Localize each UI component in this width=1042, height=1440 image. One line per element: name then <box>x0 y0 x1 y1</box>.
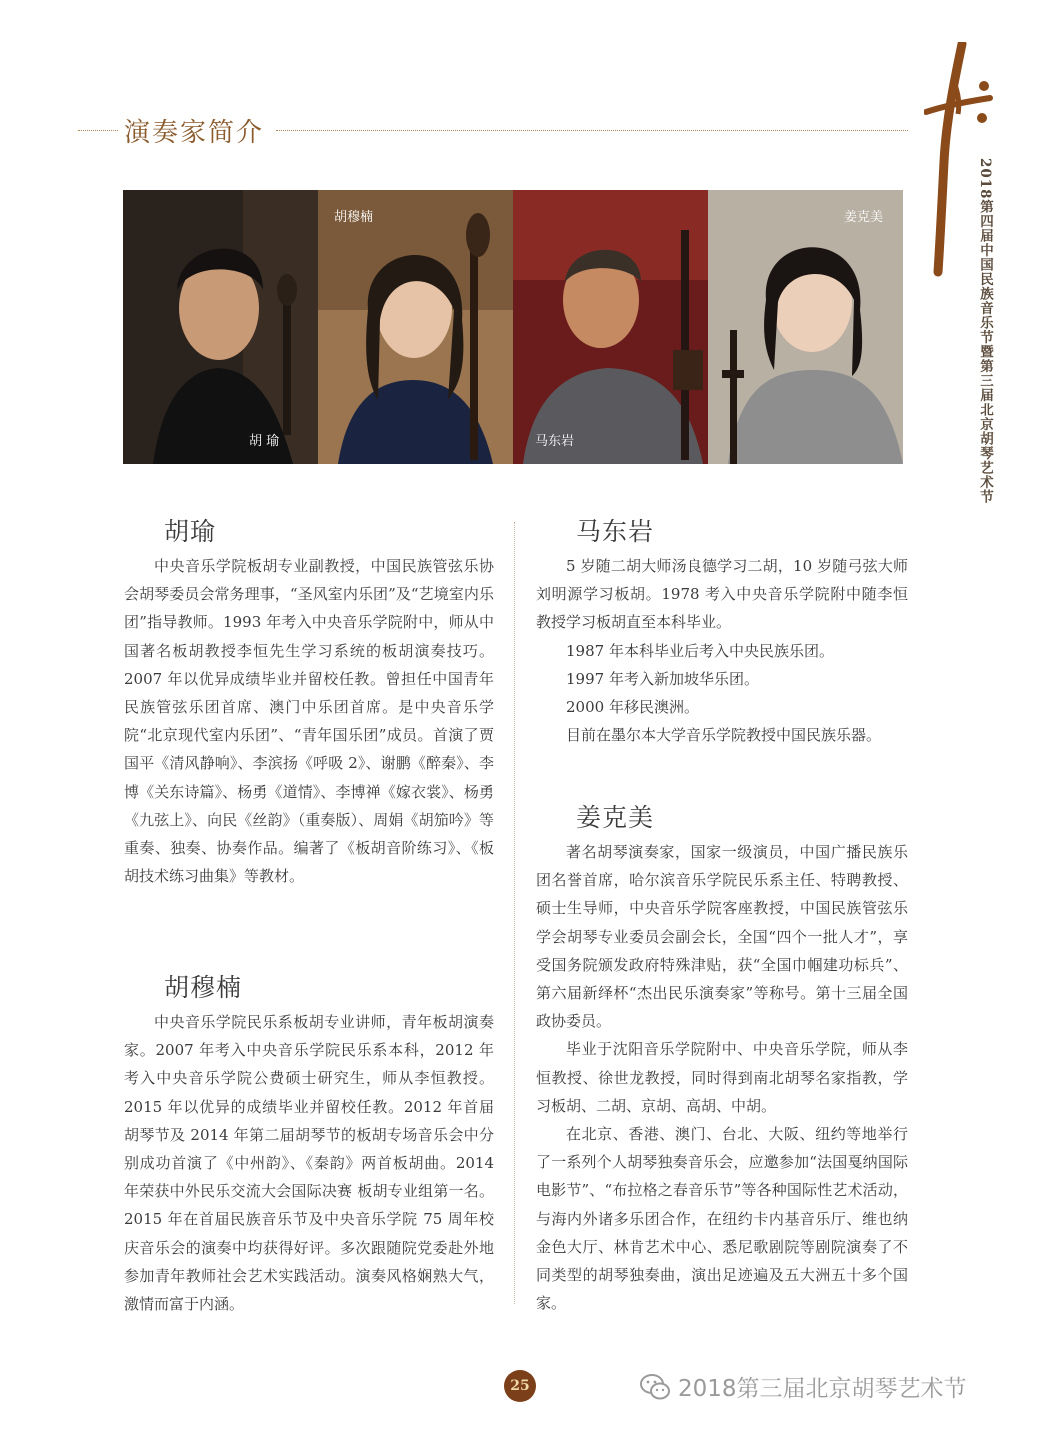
bio-hu-munan <box>124 970 494 1318</box>
bio-paragraph: 在北京、香港、澳门、台北、大阪、纽约等地举行了一系列个人胡琴独奏音乐会，应邀参加“法国戛纳国际电影节”、“布拉格之春音乐节”等各种国际性艺术活动，与海内外诸多乐团合作，在纽约卡内基音乐厅、维也纳金色大厅、林肯艺术中心、悉尼歌剧院等剧院演奏了不同类型的胡琴独奏曲，演出足迹遍及五大洲五十多个国家。 <box>536 1125 908 1313</box>
bio-name: 胡穆楠 <box>164 973 243 1002</box>
bio-paragraph: 目前在墨尔本大学音乐学院教授中国民族乐器。 <box>566 726 882 745</box>
photo-caption: 胡穆楠 <box>334 210 374 225</box>
bio-ma-dongyan <box>536 514 908 749</box>
bio-name: 胡瑜 <box>164 517 217 546</box>
bio-name: 马东岩 <box>576 517 655 546</box>
portrait-ma-dongyan <box>513 190 708 464</box>
portrait-hu-yu <box>123 190 318 464</box>
portrait-jiang-kemei <box>708 190 903 464</box>
bio-hu-yu <box>124 514 494 890</box>
photo-hu-munan <box>318 190 513 464</box>
bio-paragraph: 著名胡琴演奏家，国家一级演员，中国广播民族乐团名誉首席，哈尔滨音乐学院民乐系主任、特聘教授、硕士生导师，中央音乐学院客座教授，中国民族管弦乐学会胡琴专业委员会副会长，全国“四个一批人才”，享受国务院颁发政府特殊津贴，获“全国巾帼建功标兵”、第六届新绎杯“杰出民乐演奏家”等称号。第十三届全国政协委员。 <box>536 843 908 1031</box>
footer-brand <box>640 1370 967 1403</box>
photo-hu-yu <box>123 190 318 464</box>
page-number-badge: 25 <box>504 1370 536 1402</box>
bio-paragraph: 中央音乐学院民乐系板胡专业讲师，青年板胡演奏家。2007 年考入中央音乐学院民乐系本科，2012 年考入中央音乐学院公费硕士研究生，师从李恒教授。2015 年以优异的成绩毕业并留校任教。2012 年首届胡琴节及 2014 年第二届胡琴节的板胡专场音乐会中分别成功首演了《中州韵》、《秦韵》两首板胡曲。2014 年荣获中外民乐交流大会国际决赛 板胡专业组第一名。2015 年在首届民族音乐节及中央音乐学院 75 周年校庆音乐会的演奏中均获得好评。多次跟随院党委赴外地参加青年教师社会艺术实践活动。演奏风格娴熟大气，激情而富于内涵。 <box>124 1013 494 1314</box>
bio-paragraph: 1997 年考入新加坡华乐团。 <box>566 669 759 688</box>
photo-caption: 姜克美 <box>844 210 884 225</box>
bio-paragraph: 2000 年移民澳洲。 <box>566 698 699 717</box>
vertical-festival-title: 2018第四届中国民族音乐节暨第三届北京胡琴艺术节 <box>977 158 993 505</box>
section-title: 演奏家简介 <box>124 118 265 148</box>
column-divider <box>514 522 515 1304</box>
photo-jiang-kemei <box>708 190 903 464</box>
photo-caption: 胡 瑜 <box>249 434 280 449</box>
bio-paragraph: 毕业于沈阳音乐学院附中、中央音乐学院，师从李恒教授、徐世龙教授，同时得到南北胡琴名家指教，学习板胡、二胡、京胡、高胡、中胡。 <box>536 1040 908 1115</box>
bio-paragraph: 5 岁随二胡大师汤良德学习二胡，10 岁随弓弦大师刘明源学习板胡。1978 考入中央音乐学院附中随李恒教授学习板胡直至本科毕业。 <box>536 557 908 632</box>
photo-caption: 马东岩 <box>535 434 575 449</box>
portrait-hu-munan <box>318 190 513 464</box>
section-header <box>78 110 908 150</box>
bio-paragraph: 1987 年本科毕业后考入中央民族乐团。 <box>566 641 834 660</box>
bio-jiang-kemei <box>536 800 908 1317</box>
bio-paragraph: 中央音乐学院板胡专业副教授，中国民族管弦乐协会胡琴委员会常务理事，“圣风室内乐团”及“艺境室内乐团”指导教师。1993 年考入中央音乐学院附中，师从中国著名板胡教授李恒先生学习系统的板胡演奏技巧。2007 年以优异成绩毕业并留校任教。曾担任中国青年民族管弦乐团首席、澳门中乐团首席。是中央音乐学院“北京现代室内乐团”、“青年国乐团”成员。首演了贾国平《清风静响》、李滨扬《呼吸 2》、谢鹏《醉秦》、李博《关东诗篇》、杨勇《道情》、李博禅《嫁衣裳》、杨勇《九弦上》、向民《丝韵》（重奏版）、周娟《胡笳吟》等重奏、独奏、协奏作品。编著了《板胡音阶练习》、《板胡技术练习曲集》等教材。 <box>124 557 494 886</box>
bio-name: 姜克美 <box>576 803 655 832</box>
photo-strip <box>123 190 903 464</box>
header-rule-left <box>78 130 118 131</box>
wechat-icon <box>640 1373 670 1401</box>
header-rule-right <box>276 130 908 131</box>
footer-brand-text: 2018第三届北京胡琴艺术节 <box>678 1376 967 1402</box>
photo-ma-dongyan <box>513 190 708 464</box>
